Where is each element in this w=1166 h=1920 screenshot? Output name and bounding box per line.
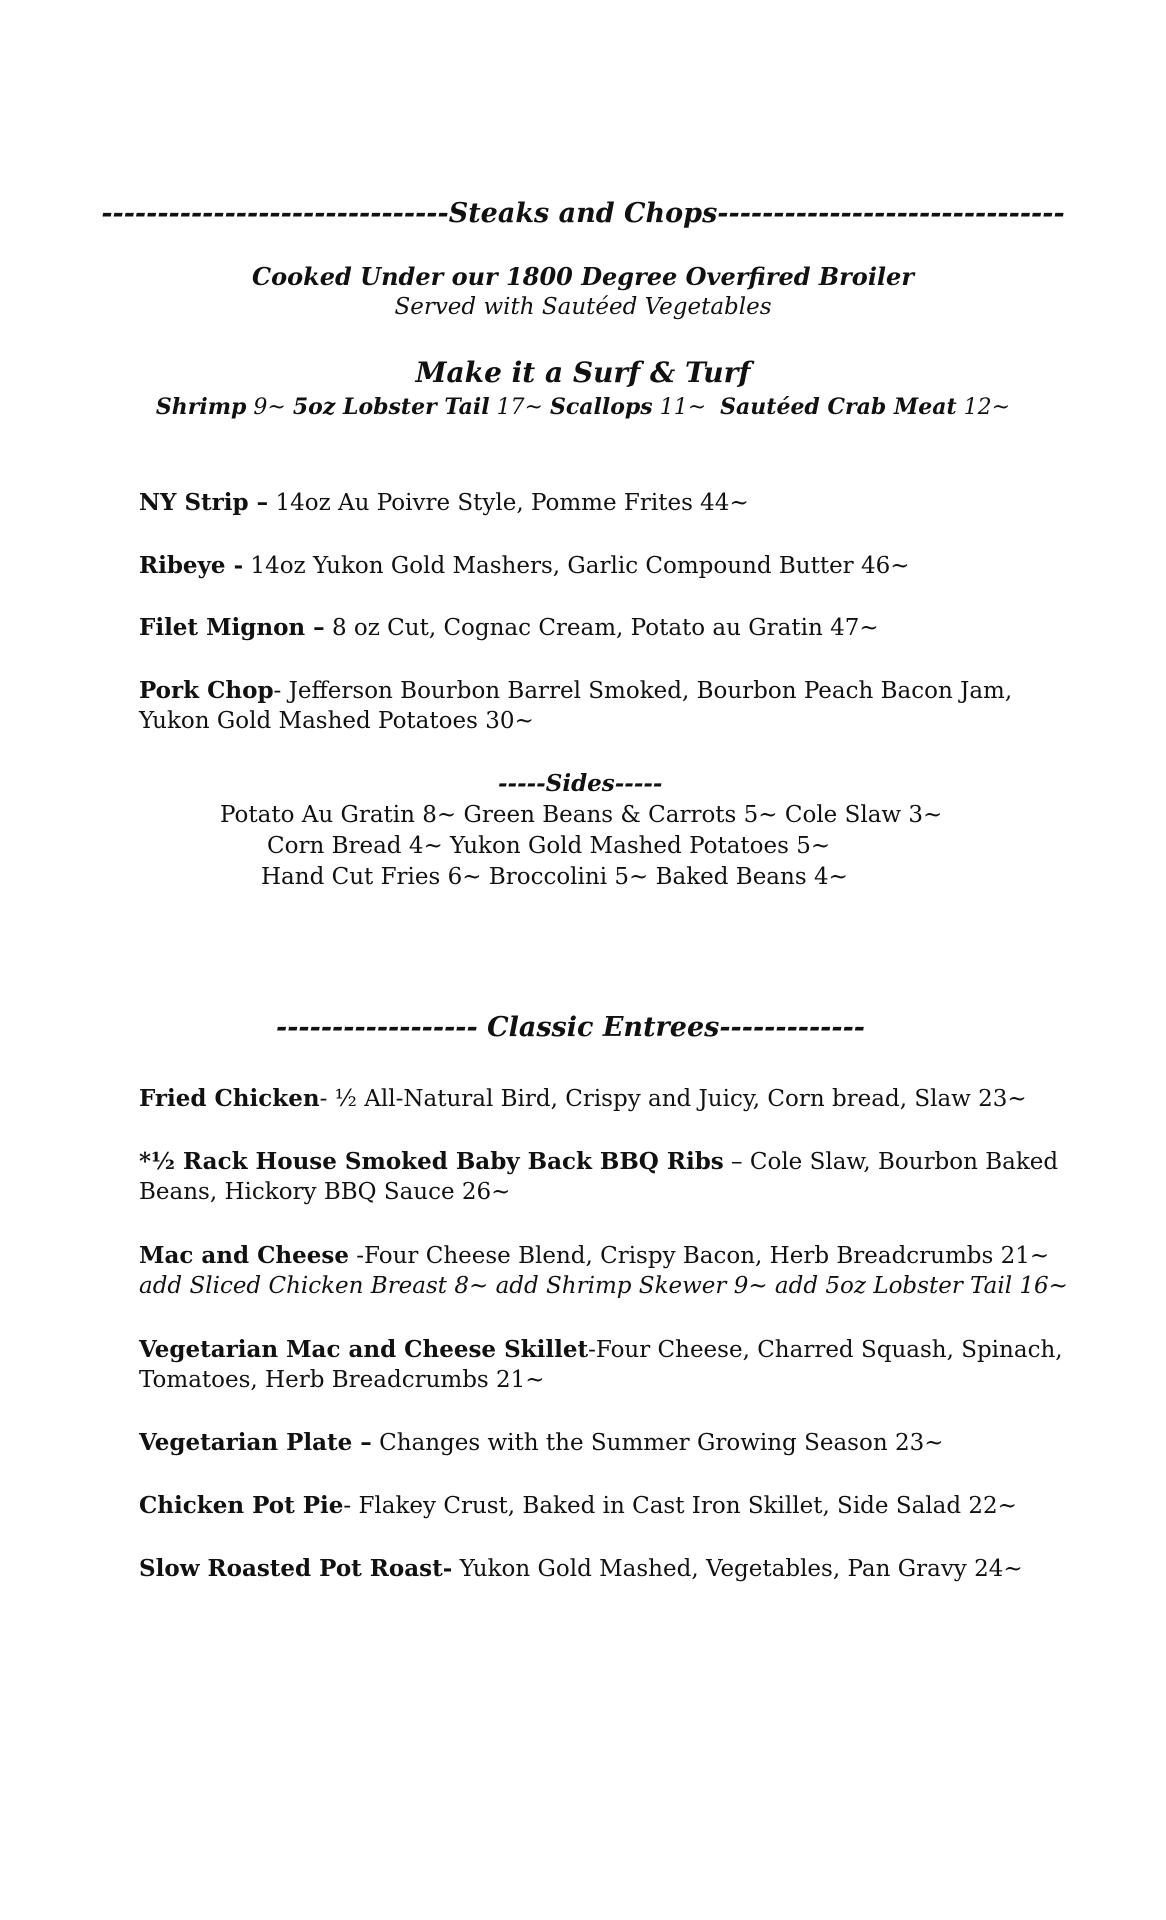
item-description: 8 oz Cut, Cognac Cream, Potato au Gratin 47~ — [324, 615, 879, 641]
item-name: Fried Chicken — [139, 1085, 320, 1112]
menu-item-veg-mac-skillet — [139, 1336, 1063, 1363]
sides-heading: -----Sides----- — [498, 770, 663, 797]
item-name: Vegetarian Mac and Cheese Skillet — [139, 1336, 589, 1363]
addon-name: 5oz Lobster Tail — [292, 394, 490, 420]
addon-name: Sautéed Crab Meat — [720, 394, 957, 420]
item-name: Pork Chop — [139, 677, 274, 704]
addon-name: Scallops — [550, 394, 653, 420]
steaks-heading-title: Steaks and Chops — [448, 198, 718, 229]
addon-price: 9~ — [253, 395, 286, 420]
item-description: – Cole Slaw, Bourbon Baked — [723, 1149, 1059, 1175]
menu-item-bbq-ribs — [139, 1148, 1058, 1175]
heading-dashes: ------------- — [719, 1012, 866, 1043]
entrees-heading-title: Classic Entrees — [477, 1012, 720, 1043]
item-description: Yukon Gold Mashed, Vegetables, Pan Gravy 24~ — [452, 1556, 1023, 1582]
menu-item-ny-strip — [139, 489, 749, 516]
sides-line-2: Corn Bread 4~ Yukon Gold Mashed Potatoes 5~ — [267, 833, 831, 859]
served-with-note: Served with Sautéed Vegetables — [394, 294, 772, 320]
sides-line-3: Hand Cut Fries 6~ Broccolini 5~ Baked Beans 4~ — [261, 864, 848, 890]
item-name: Ribeye - — [139, 552, 244, 579]
steaks-heading — [0, 198, 1166, 229]
item-description: -Four Cheese Blend, Crispy Bacon, Herb Breadcrumbs 21~ — [348, 1243, 1050, 1269]
addon-price: 12~ — [963, 395, 1011, 420]
menu-item-chicken-pot-pie — [139, 1492, 1017, 1519]
item-name: NY Strip – — [139, 489, 269, 516]
menu-item-pork-chop-cont: Yukon Gold Mashed Potatoes 30~ — [139, 708, 534, 734]
menu-item-veg-mac-skillet-cont: Tomatoes, Herb Breadcrumbs 21~ — [139, 1367, 545, 1393]
item-description: 14oz Yukon Gold Mashers, Garlic Compound Butter 46~ — [243, 553, 910, 579]
surf-turf-addons — [0, 394, 1166, 420]
menu-item-mac-and-cheese — [139, 1242, 1049, 1269]
item-name: Mac and Cheese — [139, 1242, 349, 1269]
item-name: Vegetarian Plate – — [139, 1429, 372, 1456]
menu-item-ribeye — [139, 552, 910, 579]
menu-item-filet-mignon — [139, 614, 879, 641]
broiler-subheading: Cooked Under our 1800 Degree Overfired Broiler — [252, 262, 914, 291]
menu-item-fried-chicken — [139, 1085, 1027, 1112]
menu-item-pork-chop — [139, 677, 1012, 704]
addon-price: 17~ — [496, 395, 543, 420]
heading-dashes: ------------------ — [276, 1012, 478, 1043]
menu-item-pot-roast — [139, 1555, 1023, 1582]
item-description: 14oz Au Poivre Style, Pomme Frites 44~ — [268, 490, 749, 516]
item-name: Filet Mignon – — [139, 614, 325, 641]
entrees-heading — [276, 1012, 865, 1043]
heading-dashes: ------------------------------- — [717, 198, 1065, 229]
addon-price: 11~ — [659, 395, 707, 420]
item-description: -Four Cheese, Charred Squash, Spinach, — [588, 1337, 1063, 1363]
menu-item-vegetarian-plate — [139, 1429, 943, 1456]
item-description: - Flakey Crust, Baked in Cast Iron Skillet, Side Salad 22~ — [343, 1493, 1017, 1519]
mac-and-cheese-addons: add Sliced Chicken Breast 8~ add Shrimp Skewer 9~ add 5oz Lobster Tail 16~ — [139, 1273, 1068, 1299]
item-name: *½ Rack House Smoked Baby Back BBQ Ribs — [139, 1148, 724, 1175]
heading-dashes: ------------------------------- — [101, 198, 449, 229]
item-description: - Jefferson Bourbon Barrel Smoked, Bourbon Peach Bacon Jam, — [273, 678, 1013, 704]
menu-item-bbq-ribs-cont: Beans, Hickory BBQ Sauce 26~ — [139, 1179, 511, 1205]
item-name: Chicken Pot Pie — [139, 1492, 344, 1519]
item-name: Slow Roasted Pot Roast- — [139, 1555, 453, 1582]
addon-name: Shrimp — [155, 394, 247, 420]
surf-turf-title: Make it a Surf & Turf — [415, 356, 751, 389]
item-description: - ½ All-Natural Bird, Crispy and Juicy, Corn bread, Slaw 23~ — [319, 1086, 1027, 1112]
sides-line-1: Potato Au Gratin 8~ Green Beans & Carrots 5~ Cole Slaw 3~ — [220, 802, 943, 828]
item-description: Changes with the Summer Growing Season 23~ — [371, 1430, 944, 1456]
